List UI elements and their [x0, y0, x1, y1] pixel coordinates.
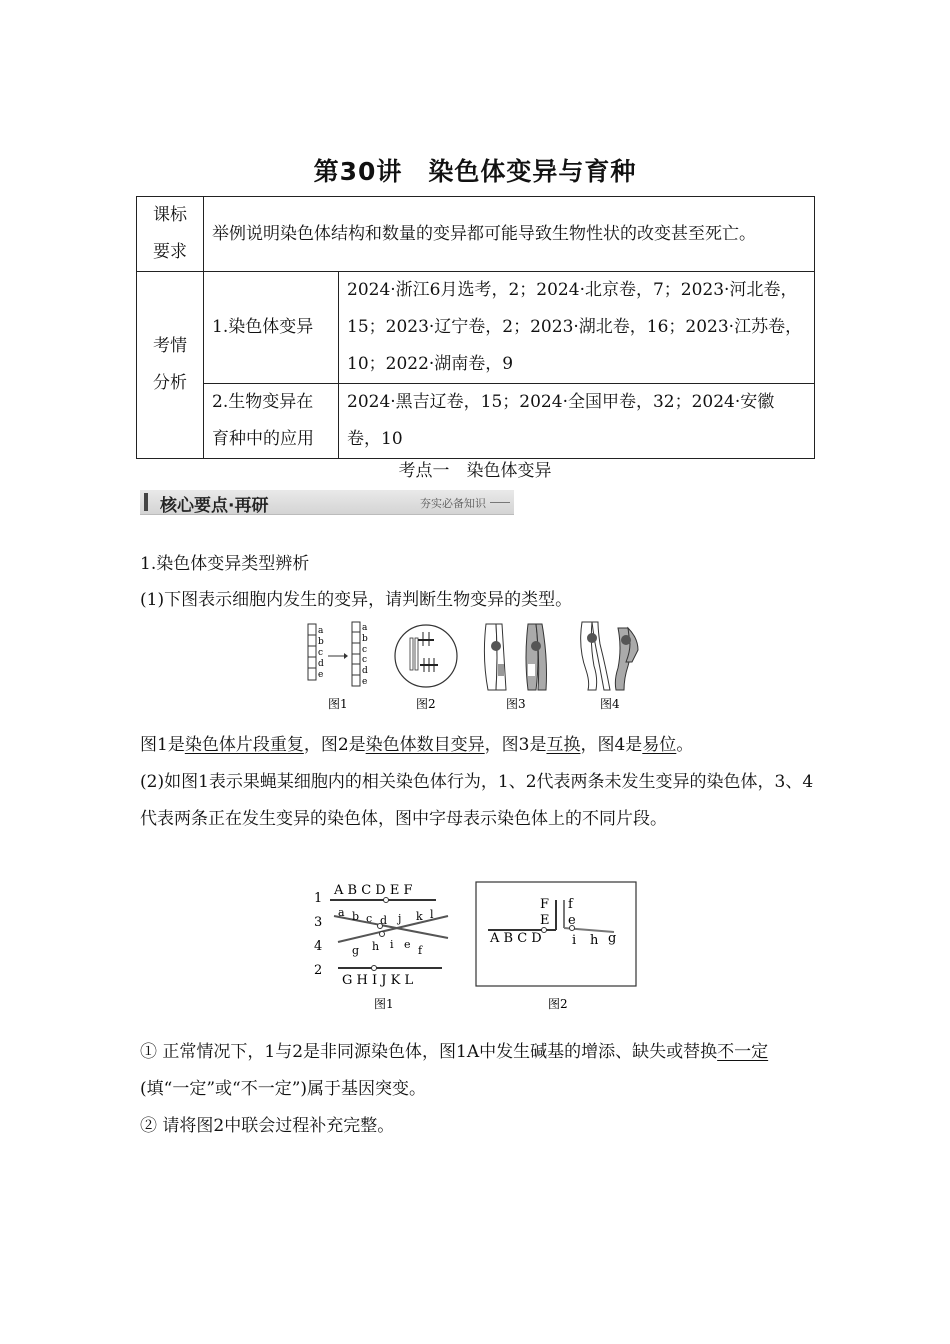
gene-label: i — [572, 933, 577, 948]
gene-label: f — [568, 897, 573, 912]
fig4-nonhomologous-pair — [581, 622, 638, 690]
gene-label: f — [418, 944, 423, 957]
gene-label: a — [362, 623, 368, 633]
figure-label: 图4 — [600, 697, 620, 711]
gene-label: i — [390, 938, 394, 951]
figure-label: 图3 — [506, 697, 526, 711]
gene-label: e — [318, 670, 324, 680]
gene-label: h — [372, 940, 380, 953]
answer-text: ，图2是 — [303, 735, 366, 755]
gene-label: d — [318, 659, 324, 669]
answer-line — [140, 727, 815, 764]
banner-line — [490, 502, 510, 503]
gene-label: g — [608, 931, 617, 946]
gene-label: b — [352, 910, 360, 923]
answer-fill: 染色体数目变异 — [365, 735, 485, 755]
fig2-cell — [395, 625, 457, 687]
figure-label: 图2 — [548, 997, 568, 1011]
table-header-analysis: 考情分析 — [137, 272, 204, 459]
synapsis-figures — [308, 878, 642, 1016]
gene-label: E — [540, 913, 550, 928]
answer-text: ，图4是 — [580, 735, 643, 755]
gene-label: e — [568, 913, 576, 928]
fig3-homologous-pair — [484, 624, 546, 690]
chrom2-genes: G H I J K L — [342, 973, 414, 988]
gene-label: F — [540, 897, 550, 912]
question-item1 — [140, 1034, 815, 1108]
fig1-chromosome-before — [308, 624, 324, 680]
table-row — [137, 384, 815, 459]
gene-label: j — [398, 912, 402, 925]
chrom-num: 2 — [314, 963, 323, 978]
figure-label: 图1 — [374, 997, 394, 1011]
gene-label: e — [362, 677, 368, 687]
question-part1: (1)下图表示细胞内发生的变异，请判断生物变异的类型。 — [140, 590, 573, 610]
gene-label: k — [416, 910, 423, 923]
chrom-num: 3 — [314, 915, 323, 930]
fig1-chromosome-after — [352, 622, 368, 687]
gene-label: l — [430, 908, 434, 921]
gene-label: a — [338, 906, 345, 919]
answer-fill: 染色体片段重复 — [184, 735, 304, 755]
table-cell-topic: 2.生物变异在育种中的应用 — [204, 384, 339, 459]
banner-title: 核心要点·再研 — [160, 496, 269, 516]
gene-label: h — [590, 933, 599, 948]
question-heading: 1.染色体变异类型辨析 — [140, 554, 310, 574]
section-title: 考点一 染色体变异 — [398, 461, 552, 481]
answer-fill: 易位 — [642, 735, 677, 755]
question-item2: ② 请将图2中联会过程补充完整。 — [140, 1116, 395, 1136]
chrom-num: 1 — [314, 891, 323, 906]
question-part2: (2)如图1表示果蝇某细胞内的相关染色体行为，1、2代表两条未发生变异的染色体，3、4代表两条正在发生变异的染色体，图中字母表示染色体上的不同片段。 — [140, 772, 814, 829]
table-cell-refs: 2024·浙江6月选考，2；2024·北京卷，7；2023·河北卷，15；2023·辽宁卷，2；2023·湖北卷，16；2023·江苏卷，10；2022·湖南卷，9 — [339, 272, 815, 384]
gene-label: c — [366, 912, 373, 925]
gene-label: c — [362, 655, 368, 665]
gene-label: e — [404, 938, 411, 951]
answer-fill: 不一定 — [717, 1042, 769, 1062]
fig2-right — [476, 882, 636, 1011]
question-text: ① 正常情况下，1与2是非同源染色体，图1A中发生碱基的增添、缺失或替换 — [140, 1042, 718, 1062]
figure-label: 图1 — [328, 697, 348, 711]
gene-label: a — [318, 626, 324, 636]
table-row — [137, 197, 815, 272]
gene-label: d — [362, 666, 368, 676]
gene-label: b — [318, 637, 324, 647]
curriculum-table — [136, 196, 815, 459]
section-banner — [140, 490, 514, 515]
answer-text: 图1是 — [140, 735, 185, 755]
chrom-num: 4 — [314, 939, 323, 954]
answer-text: 。 — [676, 735, 694, 755]
variation-figures — [300, 618, 660, 714]
table-cell-standard: 举例说明染色体结构和数量的变异都可能导致生物性状的改变甚至死亡。 — [204, 197, 815, 272]
figure-label: 图2 — [416, 697, 436, 711]
table-cell-topic: 1.染色体变异 — [204, 272, 339, 384]
gene-label: c — [362, 645, 368, 655]
gene-label: c — [318, 648, 324, 658]
answer-text: ，图3是 — [484, 735, 547, 755]
gene-label: b — [362, 634, 368, 644]
table-cell-refs: 2024·黑吉辽卷，15；2024·全国甲卷，32；2024·安徽卷，10 — [339, 384, 815, 459]
gene-label: d — [380, 914, 388, 927]
page-title: 第30讲 染色体变异与育种 — [313, 157, 637, 186]
banner-mark — [144, 493, 148, 511]
gene-label: g — [352, 944, 360, 957]
table-row — [137, 272, 815, 384]
chrom1-genes: A B C D E F — [334, 883, 413, 898]
question-text: (填“一定”或“不一定”)属于基因突变。 — [140, 1079, 427, 1099]
arrow-head-icon — [344, 653, 348, 659]
fig2-left — [314, 883, 448, 1011]
banner-subtitle: 夯实必备知识 — [420, 497, 486, 510]
table-header-standard: 课标要求 — [137, 197, 204, 272]
chrom-genes: A B C D — [490, 931, 542, 946]
answer-fill: 互换 — [546, 735, 581, 755]
